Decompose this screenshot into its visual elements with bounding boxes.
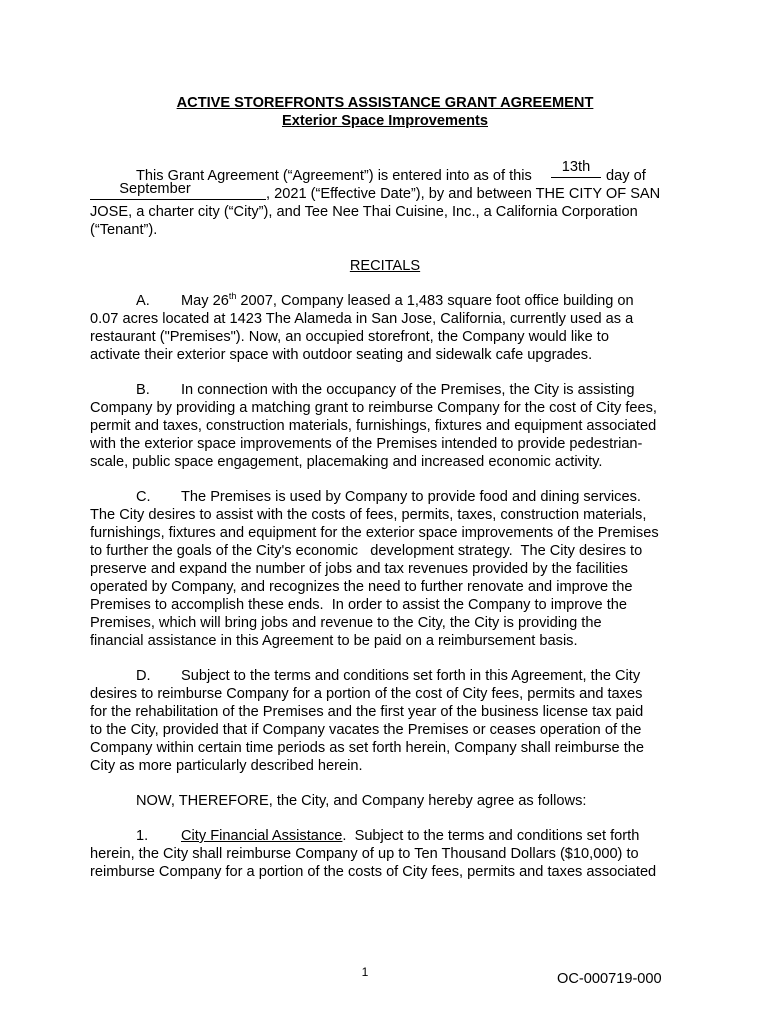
- recital-b-line: with the exterior space improvements of the Premises intended to provide pedestrian-: [90, 436, 643, 452]
- recital-b-line: Company by providing a matching grant to reimburse Company for the cost of City fees,: [90, 400, 657, 416]
- intro-line2: , 2021 (“Effective Date”), by and between THE CITY OF SAN: [266, 186, 661, 202]
- recital-d-line: for the rehabilitation of the Premises and the first year of the business license tax paid: [90, 704, 644, 720]
- document-id: OC-000719-000: [557, 971, 662, 987]
- section-1-heading: City Financial Assistance: [181, 828, 343, 844]
- recital-d-line: to the City, provided that if Company vacates the Premises or ceases operation of the: [90, 722, 642, 738]
- recital-a-line1-rest: 2007, Company leased a 1,483 square foot office building on: [236, 293, 634, 309]
- section-1-line1-rest: . Subject to the terms and conditions set forth: [342, 828, 640, 844]
- recital-b-line: scale, public space engagement, placemaking and increased economic activity.: [90, 454, 603, 470]
- recital-a-line1: [181, 292, 634, 310]
- recital-c-line: Premises, which will bring jobs and revenue to the City, the City is providing the: [90, 615, 602, 631]
- recital-a-label: A.: [136, 293, 150, 309]
- intro-line3: JOSE, a charter city (“City”), and Tee Nee Thai Cuisine, Inc., a California Corporation: [90, 204, 638, 220]
- recital-c-line: Premises to accomplish these ends. In order to assist the Company to improve the: [90, 597, 627, 613]
- recital-a-line: activate their exterior space with outdoor seating and sidewalk cafe upgrades.: [90, 347, 593, 363]
- recital-c-line: operated by Company, and recognizes the need to further renovate and improve the: [90, 579, 633, 595]
- page-number: 1: [361, 965, 369, 979]
- recital-a-line: 0.07 acres located at 1423 The Alameda in San Jose, California, currently used as a: [90, 311, 634, 327]
- section-1-line: herein, the City shall reimburse Company of up to Ten Thousand Dollars ($10,000) to: [90, 846, 639, 862]
- recital-a-date: May 26: [181, 293, 229, 309]
- section-1-line1: [181, 827, 639, 845]
- intro-day-suffix: day of: [606, 168, 646, 184]
- recital-d-line: City as more particularly described herein.: [90, 758, 363, 774]
- agreement-subtitle: Exterior Space Improvements: [281, 113, 488, 129]
- recital-c-line: furnishings, fixtures and equipment for the exterior space improvements of the Premises: [90, 525, 659, 541]
- recital-b-label: B.: [136, 382, 150, 398]
- recital-d-label: D.: [136, 668, 151, 684]
- agreement-title: ACTIVE STOREFRONTS ASSISTANCE GRANT AGREEMENT: [176, 95, 594, 111]
- intro-line4: (“Tenant”).: [90, 222, 158, 238]
- recital-a-sup: th: [228, 291, 237, 301]
- recital-d-line: desires to reimburse Company for a portion of the cost of City fees, permits and taxes: [90, 686, 643, 702]
- recital-c-label: C.: [136, 489, 151, 505]
- recital-b-line: permit and taxes, construction materials, furnishings, fixtures and equipment associated: [90, 418, 657, 434]
- recital-c-line: preserve and expand the number of jobs and tax revenues provided by the facilities: [90, 561, 628, 577]
- section-1-label: 1.: [136, 828, 149, 844]
- recital-c-line: to further the goals of the City's economic development strategy. The City desires to: [90, 543, 643, 559]
- recital-a-line: restaurant ("Premises"). Now, an occupied storefront, the Company would like to: [90, 329, 609, 345]
- now-therefore-clause: NOW, THEREFORE, the City, and Company hereby agree as follows:: [136, 793, 587, 809]
- recital-d-line1: Subject to the terms and conditions set forth in this Agreement, the City: [181, 668, 641, 684]
- day-fill-field: 13th: [551, 160, 601, 178]
- month-value: September: [119, 181, 191, 197]
- recitals-heading: RECITALS: [349, 258, 421, 274]
- section-1-line: reimburse Company for a portion of the costs of City fees, permits and taxes associated: [90, 864, 657, 880]
- recital-c-line1: The Premises is used by Company to provide food and dining services.: [181, 489, 641, 505]
- recital-b-line1: In connection with the occupancy of the Premises, the City is assisting: [181, 382, 635, 398]
- intro-lead: This Grant Agreement (“Agreement”) is entered into as of this: [136, 168, 532, 184]
- recital-c-line: The City desires to assist with the costs of fees, permits, taxes, construction materials,: [90, 507, 647, 523]
- recital-d-line: Company within certain time periods as set forth herein, Company shall reimburse the: [90, 740, 645, 756]
- recital-c-line: financial assistance in this Agreement to be paid on a reimbursement basis.: [90, 633, 578, 649]
- month-fill-field: [90, 182, 266, 200]
